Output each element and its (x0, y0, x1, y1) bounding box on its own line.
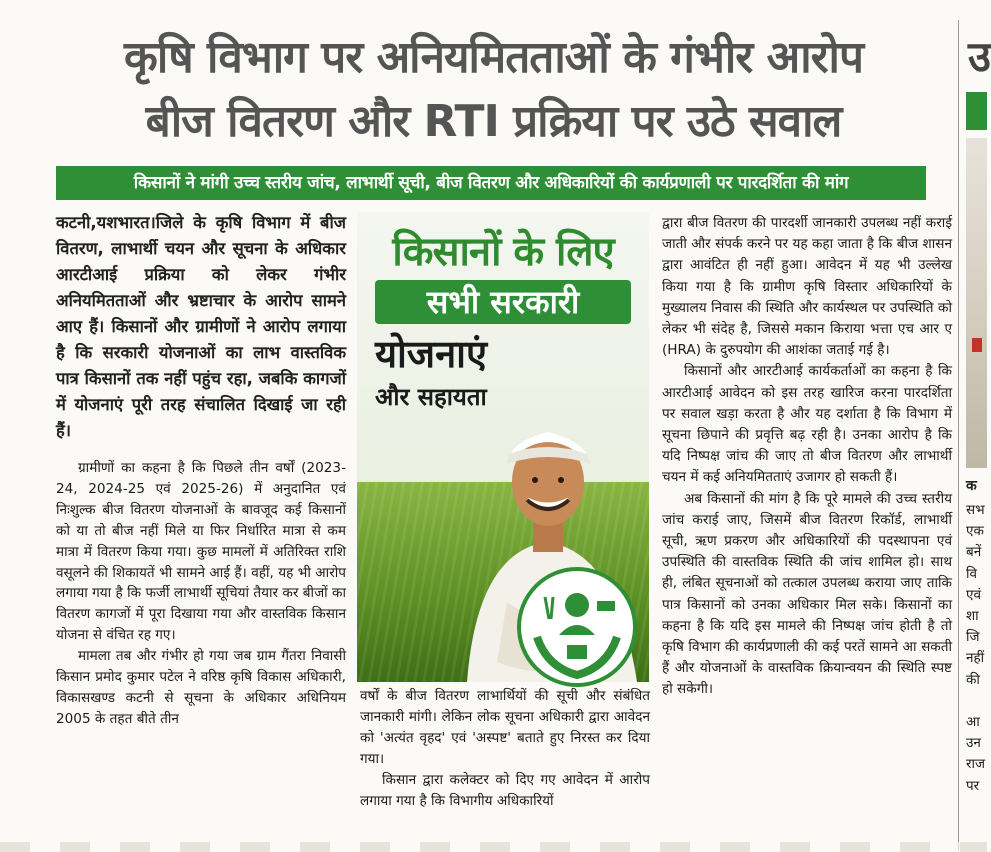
body-paragraph: वर्षों के बीज वितरण लाभार्थियों की सूची और संबंधित जानकारी मांगी। लेकिन लोक सूचना अधिकारी द्वारा आवेदन को 'अत्यंत वृहद' एवं 'अस्पष्ट' बताते हुए निरस्त कर दिया गया। (360, 688, 650, 767)
adjacent-text-line: सभ (966, 502, 985, 518)
body-paragraph: मामला तब और गंभीर हो गया जब ग्राम गैंतरा निवासी किसान प्रमोद कुमार पटेल ने वरिष्ठ कृषि विकास अधिकारी, विकासखण्ड कटनी से सूचना के अधिकार अधिनियम 2005 के तहत बीते तीन (56, 648, 346, 727)
adjacent-headline: उ (968, 32, 991, 81)
adjacent-text-line: बनें (966, 544, 982, 561)
adjacent-text-line: आ (966, 714, 980, 731)
farmer-scheme-emblem (497, 557, 647, 687)
adjacent-caption: क (966, 478, 977, 494)
body-paragraph: ग्रामीणों का कहना है कि पिछले तीन वर्षों (2023-24, 2024-25 एवं 2025-26) में अनुदानित एवं निःशुल्क बीज वितरण योजनाओं के बावजूद कई किसानों को या तो बीज नहीं मिले या फिर निर्धारित मात्रा से कम मात्रा में वितरण किया गया। कुछ मामलों में अतिरिक्त राशि वसूलने की शिकायतें भी सामने आई हैं। वहीं, यह भी आरोप लगाया गया है कि फर्जी लाभार्थी सूचियां तैयार कर बीजों का वितरण कागजों में पूरा दिखाया गया और वास्तविक किसान योजना से वंचित रह गए। (56, 460, 346, 644)
poster-title-line-4: और सहायता (375, 383, 487, 411)
adjacent-text-line: नहीं (966, 650, 985, 667)
body-paragraph: द्वारा बीज वितरण की पारदर्शी जानकारी उपलब्ध नहीं कराई जाती और संपर्क करने पर यह कहा जाता है कि बीज शासन द्वारा आवंटित ही नहीं हुआ। आवेदन में यह भी उल्लेख किया गया है कि ग्रामीण कृषि विस्तार अधिकारियों के मुख्यालय निवास की स्थिति और कार्यस्थल पर उपस्थिति को लेकर भी संदेह है, जिससे मकान किराया भत्ता एच आर ए (HRA) के दुरुपयोग की आशंका जताई गई है। (662, 215, 952, 359)
body-paragraph: किसानों और आरटीआई कार्यकर्ताओं का कहना है कि आरटीआई आवेदन को इस तरह खारिज करना पारदर्शिता पर सवाल खड़ा करता है और यह दर्शाता है कि विभाग में सूचना छिपाने की प्रवृत्ति बढ़ रही है। उनका आरोप है कि यदि निष्पक्ष जांच की जाए तो बीज वितरण और लाभार्थी चयन में कई अनियमितताएं उजागर हो सकती हैं। (662, 363, 952, 486)
poster-title-line-1: किसानों के लिए (392, 229, 614, 275)
adjacent-text-line: राज (966, 756, 986, 773)
article-column-1 (56, 210, 346, 850)
article-column-2 (360, 686, 650, 836)
adjacent-text-line: एक (966, 523, 984, 540)
adjacent-text-line: जि (966, 629, 980, 646)
scheme-poster-image (357, 212, 649, 682)
poster-title-line-3: योजनाएं (375, 332, 488, 376)
body-paragraph: अब किसानों की मांग है कि पूरे मामले की उच्च स्तरीय जांच कराई जाए, जिसमें बीज वितरण रिकॉर्ड, लाभार्थी सूची, ऋण प्रकरण और अधिकारियों की पदस्थापना एवं उपस्थिति की वास्तविक स्थिति की जांच शामिल हो। साथ ही, लंबित सूचनाओं को तत्काल उपलब्ध कराया जाए ताकि पात्र किसानों को उनका अधिकार मिल सके। किसानों का कहना है कि यदि इस मामले की निष्पक्ष जांच होती है तो कृषि विभाग की कार्यप्रणाली की कई परतें सामने आ सकती हैं और योजनाओं के वास्तविक क्रियान्वयन की स्थिति स्पष्ट हो सकेगी। (662, 490, 952, 698)
body-paragraph: किसान द्वारा कलेक्टर को दिए गए आवेदन में आरोप लगाया गया है कि विभागीय अधिकारियों (360, 771, 650, 809)
adjacent-text-lines (966, 500, 987, 797)
lead-paragraph: कटनी,यशभारत।जिले के कृषि विभाग में बीज वितरण, लाभार्थी चयन और सूचना के अधिकार आरटीआई प्रक्रिया को लेकर गंभीर अनियमितताओं और भ्रष्टाचार के आरोप सामने आए हैं। किसानों और ग्रामीणों ने आरोप लगाया है कि सरकारी योजनाओं का लाभ वास्तविक पात्र किसानों तक नहीं पहुंच रहा, जबकि कागजों में योजनाएं पूरी तरह संचालित दिखाई जा रही हैं। (56, 213, 346, 440)
adjacent-article-partial (966, 0, 991, 852)
adjacent-text-line (966, 691, 987, 712)
adjacent-photo (966, 138, 987, 468)
adjacent-text-line: पर (966, 777, 980, 794)
adjacent-text-line: एवं (966, 586, 981, 603)
adjacent-text-line: शा (966, 608, 979, 625)
poster-title-line-2: सभी सरकारी (375, 280, 631, 324)
bottom-page-edge (0, 842, 987, 852)
adjacent-text-line: वि (966, 565, 978, 582)
column-divider (958, 20, 959, 850)
headline-line-2: बीज वितरण और RTI प्रक्रिया पर उठे सवाल (145, 96, 842, 147)
adjacent-strapline-bar (966, 92, 987, 130)
article-column-3 (662, 213, 952, 843)
adjacent-text-line: उन (966, 735, 981, 752)
headline-line-1: कृषि विभाग पर अनियमितताओं के गंभीर आरोप (124, 32, 863, 83)
strapline: किसानों ने मांगी उच्च स्तरीय जांच, लाभार्थी सूची, बीज वितरण और अधिकारियों की कार्यप्रणाली पर पारदर्शिता की मांग (56, 166, 926, 200)
adjacent-text-line: की (966, 671, 980, 688)
